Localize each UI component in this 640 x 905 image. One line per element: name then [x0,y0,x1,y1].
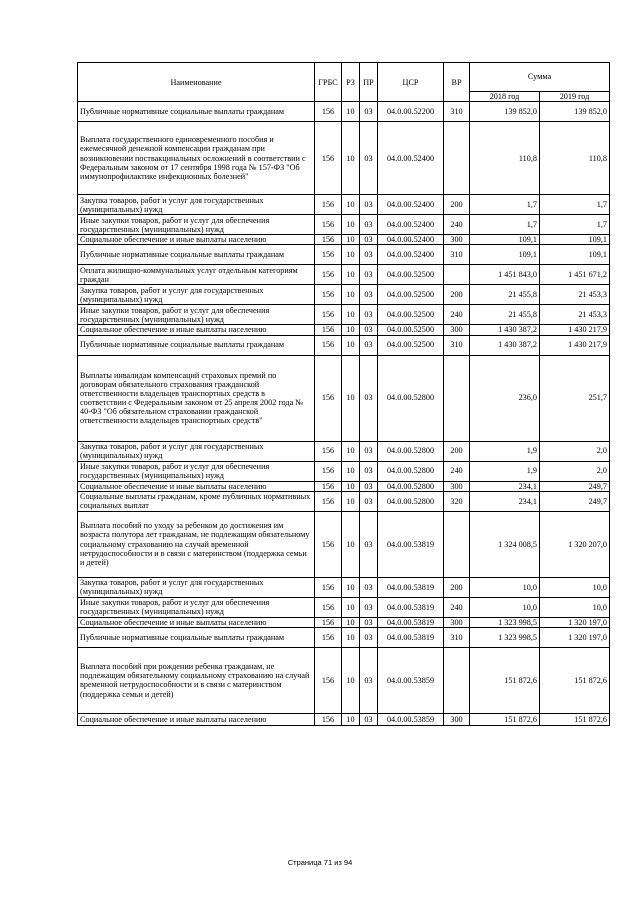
header-year-2019: 2019 год [540,92,610,102]
row-csr: 04.0.00.52500 [378,265,444,285]
table-row [78,511,610,577]
row-vr: 310 [444,245,470,265]
row-sum-2019: 1 430 217,9 [540,325,610,335]
row-rz: 10 [342,441,360,461]
row-sum-2019: 109,1 [540,235,610,245]
row-rz: 10 [342,481,360,491]
table-row [78,627,610,647]
row-sum-2019: 2,0 [540,461,610,481]
row-sum-2019: 151 872,6 [540,713,610,725]
row-pr: 03 [360,355,378,441]
row-name: Закупка товаров, работ и услуг для государственных (муниципальных) нужд [78,285,315,305]
row-grbs: 156 [315,245,342,265]
row-rz: 10 [342,215,360,235]
row-csr: 04.0.00.53819 [378,577,444,597]
row-grbs: 156 [315,627,342,647]
row-csr: 04.0.00.53819 [378,597,444,617]
row-csr: 04.0.00.52400 [378,215,444,235]
row-csr: 04.0.00.53819 [378,511,444,577]
row-vr: 300 [444,713,470,725]
row-grbs: 156 [315,441,342,461]
row-sum-2019: 21 453,3 [540,305,610,325]
row-rz: 10 [342,491,360,511]
row-sum-2018: 236,0 [470,355,540,441]
header-csr: ЦСР [378,63,444,102]
row-vr: 310 [444,335,470,355]
page-number: Страница 71 из 94 [287,858,353,867]
row-sum-2018: 21 455,8 [470,305,540,325]
row-sum-2018: 151 872,6 [470,647,540,713]
row-csr: 04.0.00.52800 [378,481,444,491]
row-csr: 04.0.00.52200 [378,102,444,122]
row-sum-2018: 1 324 008,5 [470,511,540,577]
row-pr: 03 [360,713,378,725]
row-sum-2018: 110,8 [470,122,540,195]
row-sum-2018: 1,7 [470,195,540,215]
row-rz: 10 [342,325,360,335]
row-csr: 04.0.00.53819 [378,627,444,647]
table-row [78,195,610,215]
row-sum-2019: 109,1 [540,245,610,265]
row-csr: 04.0.00.52400 [378,235,444,245]
row-rz: 10 [342,597,360,617]
table-row [78,335,610,355]
table-row [78,491,610,511]
row-sum-2018: 10,0 [470,577,540,597]
row-vr [444,355,470,441]
row-pr: 03 [360,195,378,215]
row-sum-2019: 10,0 [540,577,610,597]
row-pr: 03 [360,491,378,511]
row-sum-2019: 21 453,3 [540,285,610,305]
row-csr: 04.0.00.52500 [378,305,444,325]
row-vr: 300 [444,235,470,245]
row-pr: 03 [360,617,378,627]
table-row [78,245,610,265]
row-vr: 300 [444,481,470,491]
row-sum-2018: 21 455,8 [470,285,540,305]
row-grbs: 156 [315,235,342,245]
row-name: Выплата пособий по уходу за ребенком до достижения им возраста полутора лет гражданам, не подлежащим обязательному социальному страхованию на случай временной нетрудоспособности и в связи с материнством (поддержка семьи и детей) [78,511,315,577]
row-rz: 10 [342,511,360,577]
row-name: Публичные нормативные социальные выплаты гражданам [78,335,315,355]
row-name: Социальное обеспечение и иные выплаты населению [78,713,315,725]
header-year-2018: 2018 год [470,92,540,102]
row-rz: 10 [342,265,360,285]
row-grbs: 156 [315,265,342,285]
header-name: Наименование [78,63,315,102]
row-sum-2018: 1 430 387,2 [470,325,540,335]
row-grbs: 156 [315,325,342,335]
row-csr: 04.0.00.53819 [378,617,444,627]
row-sum-2019: 1 320 197,0 [540,617,610,627]
table-row [78,617,610,627]
row-name: Социальное обеспечение и иные выплаты населению [78,325,315,335]
table-row [78,215,610,235]
row-vr: 240 [444,597,470,617]
row-rz: 10 [342,627,360,647]
row-vr: 240 [444,461,470,481]
row-pr: 03 [360,627,378,647]
row-rz: 10 [342,617,360,627]
header-rz: РЗ [342,63,360,102]
row-csr: 04.0.00.53859 [378,647,444,713]
row-name: Иные закупки товаров, работ и услуг для обеспечения государственных (муниципальных) нужд [78,597,315,617]
row-name: Иные закупки товаров, работ и услуг для обеспечения государственных (муниципальных) нужд [78,215,315,235]
row-sum-2019: 1 320 207,0 [540,511,610,577]
row-csr: 04.0.00.52400 [378,195,444,215]
row-vr: 320 [444,491,470,511]
header-vr: ВР [444,63,470,102]
row-name: Закупка товаров, работ и услуг для государственных (муниципальных) нужд [78,195,315,215]
row-name: Социальное обеспечение и иные выплаты населению [78,481,315,491]
header-grbs: ГРБС [315,63,342,102]
row-name: Иные закупки товаров, работ и услуг для обеспечения государственных (муниципальных) нужд [78,305,315,325]
row-sum-2019: 1 451 671,2 [540,265,610,285]
row-rz: 10 [342,305,360,325]
budget-table [77,62,610,726]
row-sum-2018: 151 872,6 [470,713,540,725]
row-grbs: 156 [315,305,342,325]
table-row [78,325,610,335]
row-rz: 10 [342,335,360,355]
table-row [78,122,610,195]
row-sum-2018: 109,1 [470,245,540,265]
row-sum-2019: 251,7 [540,355,610,441]
row-rz: 10 [342,102,360,122]
row-sum-2019: 249,7 [540,491,610,511]
row-sum-2018: 234,1 [470,481,540,491]
row-grbs: 156 [315,481,342,491]
row-pr: 03 [360,511,378,577]
table-row [78,285,610,305]
row-grbs: 156 [315,102,342,122]
row-vr: 200 [444,441,470,461]
table-row [78,461,610,481]
row-name: Выплата государственного единовременного пособия и ежемесячной денежной компенсации гражданам при возникновении поствакцинальных осложнений в соответствии с Федеральным законом от 17 сентября 1998 года № 157-ФЗ "Об иммунопрофилактике инфекционных болезней" [78,122,315,195]
row-csr: 04.0.00.52400 [378,245,444,265]
row-rz: 10 [342,577,360,597]
row-grbs: 156 [315,195,342,215]
row-csr: 04.0.00.52500 [378,285,444,305]
row-rz: 10 [342,195,360,215]
row-grbs: 156 [315,647,342,713]
row-name: Социальные выплаты гражданам, кроме публичных нормативных социальных выплат [78,491,315,511]
table-row [78,235,610,245]
row-csr: 04.0.00.52400 [378,122,444,195]
row-pr: 03 [360,235,378,245]
row-sum-2018: 1 323 998,5 [470,627,540,647]
row-csr: 04.0.00.53859 [378,713,444,725]
row-sum-2018: 1 430 387,2 [470,335,540,355]
row-sum-2019: 139 852,0 [540,102,610,122]
row-vr [444,511,470,577]
row-vr: 240 [444,305,470,325]
row-sum-2019: 1,7 [540,215,610,235]
row-sum-2018: 139 852,0 [470,102,540,122]
row-rz: 10 [342,461,360,481]
row-name: Выплата пособий при рождении ребенка гражданам, не подлежащим обязательному социальному страхованию на случай временной нетрудоспособности и в связи с материнством (поддержка семьи и детей) [78,647,315,713]
row-sum-2019: 1,7 [540,195,610,215]
row-csr: 04.0.00.52800 [378,461,444,481]
row-sum-2019: 110,8 [540,122,610,195]
table-row [78,597,610,617]
row-pr: 03 [360,461,378,481]
row-rz: 10 [342,245,360,265]
row-rz: 10 [342,713,360,725]
row-name: Закупка товаров, работ и услуг для государственных (муниципальных) нужд [78,441,315,461]
row-csr: 04.0.00.52800 [378,491,444,511]
row-pr: 03 [360,441,378,461]
row-pr: 03 [360,122,378,195]
row-vr: 310 [444,627,470,647]
row-grbs: 156 [315,335,342,355]
row-grbs: 156 [315,355,342,441]
row-vr [444,265,470,285]
row-name: Публичные нормативные социальные выплаты гражданам [78,627,315,647]
row-grbs: 156 [315,461,342,481]
row-grbs: 156 [315,511,342,577]
row-vr [444,647,470,713]
row-vr: 300 [444,617,470,627]
row-vr: 200 [444,577,470,597]
row-vr: 200 [444,285,470,305]
row-sum-2018: 1,9 [470,461,540,481]
row-grbs: 156 [315,215,342,235]
row-pr: 03 [360,335,378,355]
row-vr: 200 [444,195,470,215]
row-name: Социальное обеспечение и иные выплаты населению [78,617,315,627]
row-sum-2018: 109,1 [470,235,540,245]
header-summa: Сумма [470,63,610,92]
row-sum-2018: 1,7 [470,215,540,235]
row-sum-2018: 234,1 [470,491,540,511]
row-vr [444,122,470,195]
row-pr: 03 [360,265,378,285]
row-rz: 10 [342,285,360,305]
row-pr: 03 [360,325,378,335]
row-sum-2019: 151 872,6 [540,647,610,713]
table-row [78,647,610,713]
row-pr: 03 [360,245,378,265]
row-rz: 10 [342,647,360,713]
table-body [78,102,610,726]
table-row [78,102,610,122]
row-rz: 10 [342,355,360,441]
row-pr: 03 [360,102,378,122]
header-pr: ПР [360,63,378,102]
row-name: Публичные нормативные социальные выплаты гражданам [78,245,315,265]
row-pr: 03 [360,215,378,235]
row-name: Публичные нормативные социальные выплаты гражданам [78,102,315,122]
row-name: Иные закупки товаров, работ и услуг для обеспечения государственных (муниципальных) нужд [78,461,315,481]
table-row [78,481,610,491]
row-grbs: 156 [315,285,342,305]
row-vr: 240 [444,215,470,235]
row-rz: 10 [342,235,360,245]
row-pr: 03 [360,285,378,305]
row-csr: 04.0.00.52500 [378,335,444,355]
row-csr: 04.0.00.52500 [378,325,444,335]
table-row [78,265,610,285]
row-pr: 03 [360,481,378,491]
row-rz: 10 [342,122,360,195]
row-name: Социальное обеспечение и иные выплаты населению [78,235,315,245]
row-sum-2019: 2,0 [540,441,610,461]
row-name: Оплата жилищно-коммунальных услуг отдельным категориям граждан [78,265,315,285]
row-grbs: 156 [315,713,342,725]
row-name: Выплаты инвалидам компенсаций страховых премий по договорам обязательного страхования гражданской ответственности владельцев транспортных средств в соответствии с Федеральным законом от 25 апреля 2002 года № 40-ФЗ "Об обязательном страховании гражданской ответственности владельцев транспортных средств" [78,355,315,441]
row-sum-2019: 249,7 [540,481,610,491]
row-sum-2018: 10,0 [470,597,540,617]
row-sum-2018: 1 323 998,5 [470,617,540,627]
row-sum-2019: 1 320 197,0 [540,627,610,647]
row-vr: 310 [444,102,470,122]
row-grbs: 156 [315,597,342,617]
row-sum-2019: 10,0 [540,597,610,617]
table-row [78,577,610,597]
table-row [78,713,610,725]
row-grbs: 156 [315,122,342,195]
table-row [78,441,610,461]
row-pr: 03 [360,597,378,617]
row-grbs: 156 [315,617,342,627]
row-pr: 03 [360,577,378,597]
row-pr: 03 [360,305,378,325]
row-grbs: 156 [315,577,342,597]
row-name: Закупка товаров, работ и услуг для государственных (муниципальных) нужд [78,577,315,597]
row-grbs: 156 [315,491,342,511]
row-csr: 04.0.00.52800 [378,441,444,461]
row-sum-2019: 1 430 217,9 [540,335,610,355]
row-csr: 04.0.00.52800 [378,355,444,441]
row-vr: 300 [444,325,470,335]
row-sum-2018: 1 451 843,0 [470,265,540,285]
row-sum-2018: 1,9 [470,441,540,461]
row-pr: 03 [360,647,378,713]
table-row [78,355,610,441]
table-row [78,305,610,325]
